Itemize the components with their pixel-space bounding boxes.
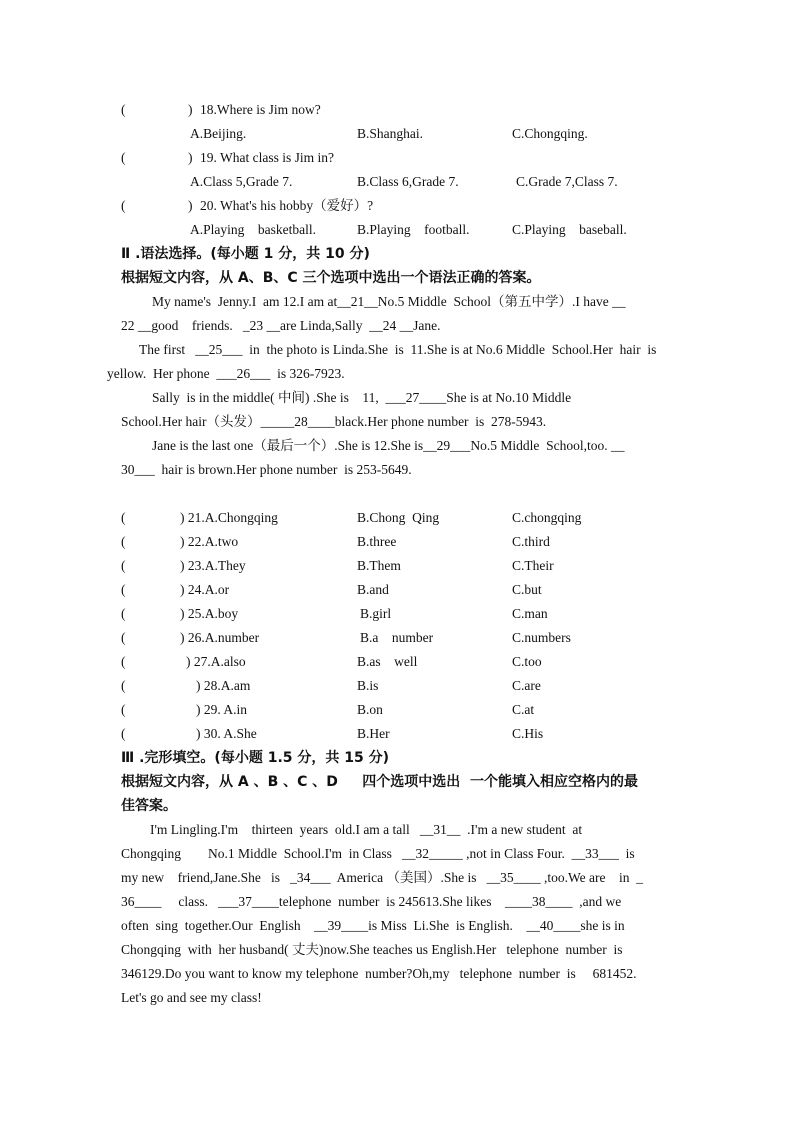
paren-open: ( bbox=[121, 534, 126, 549]
passage-line: Sally is in the middle( 中间) .She is 11, ___27____She is at No.10 Middle bbox=[152, 390, 572, 405]
option-a: 23.A.They bbox=[187, 558, 246, 573]
option-c: C.but bbox=[512, 582, 542, 597]
paren-open: ( bbox=[121, 678, 126, 693]
passage-line: 22 __good friends. _23 __are Linda,Sally __24 __Jane. bbox=[121, 318, 441, 333]
option-c: C.Grade 7,Class 7. bbox=[516, 174, 618, 189]
question-stem: ) 30. A.She bbox=[196, 726, 257, 741]
question-stem: ) 27.A.also bbox=[186, 654, 246, 669]
option-c: C.Playing baseball. bbox=[512, 222, 627, 237]
question-stem: ) 28.A.am bbox=[196, 678, 251, 693]
question-stem: ) 21.A.Chongqing bbox=[180, 510, 278, 525]
passage-line: I'm Lingling.I'm thirteen years old.I am a tall __31__ .I'm a new student at bbox=[150, 822, 583, 837]
paren-open: ( bbox=[121, 510, 126, 525]
option-a: 29. A.in bbox=[203, 702, 248, 717]
question-stem: ) 26.A.number bbox=[180, 630, 260, 645]
passage-line: Let's go and see my class! bbox=[121, 990, 262, 1005]
passage-line: often sing together.Our English __39____is Miss Li.She is English. __40____she is in bbox=[121, 918, 625, 933]
question-stem: 19. What class is Jim in? bbox=[200, 150, 334, 165]
option-a: 21.A.Chongqing bbox=[187, 510, 278, 525]
paren-open: ( bbox=[121, 654, 126, 669]
paren-open: ( bbox=[121, 558, 126, 573]
passage-line: Jane is the last one（最后一个）.She is 12.She is__29___No.5 Middle School,too. __ bbox=[152, 438, 625, 453]
passage-line: 36____ class. ___37____telephone number is 245613.She likes ____38____ ,and we bbox=[121, 894, 622, 909]
section-3-instruction-cont: 佳答案。 bbox=[121, 798, 177, 814]
option-b: B.on bbox=[357, 702, 383, 717]
option-c: C.His bbox=[512, 726, 544, 741]
paren-open: ( bbox=[121, 606, 126, 621]
option-c: C.at bbox=[512, 702, 535, 717]
paren-open: ( bbox=[121, 582, 126, 597]
option-a: A.Playing basketball. bbox=[190, 222, 316, 237]
section-3-title: Ⅲ .完形填空。(每小题 1.5 分，共 15 分) bbox=[121, 750, 390, 766]
passage-line: 346129.Do you want to know my telephone number?Oh,my telephone number is 681452. bbox=[121, 966, 637, 981]
option-b: B.three bbox=[357, 534, 397, 549]
paren-open: ( bbox=[121, 198, 126, 213]
option-a: 26.A.number bbox=[187, 630, 260, 645]
question-stem: 20. What's his hobby（爱好）? bbox=[200, 198, 374, 213]
option-b: B.Them bbox=[357, 558, 401, 573]
option-b: B.as well bbox=[357, 654, 418, 669]
paren-close: ) bbox=[188, 198, 193, 213]
option-b: B.Playing football. bbox=[357, 222, 470, 237]
option-c: C.numbers bbox=[512, 630, 571, 645]
paren-open: ( bbox=[121, 630, 126, 645]
question-stem: 18.Where is Jim now? bbox=[200, 102, 321, 117]
section-3-instruction: 根据短文内容，从 A 、B 、C 、D 四个选项中选出 一个能填入相应空格内的最 bbox=[121, 774, 639, 790]
option-c: C.chongqing bbox=[512, 510, 582, 525]
paren-open: ( bbox=[121, 102, 126, 117]
paren-close: ) bbox=[188, 102, 193, 117]
option-a: A.Beijing. bbox=[190, 126, 247, 141]
option-c: C.man bbox=[512, 606, 548, 621]
option-b: B.Shanghai. bbox=[357, 126, 423, 141]
option-b: B.a number bbox=[360, 630, 434, 645]
option-b: B.Her bbox=[357, 726, 390, 741]
question-stem: ) 23.A.They bbox=[180, 558, 246, 573]
passage-line: The first __25___ in the photo is Linda.She is 11.She is at No.6 Middle School.Her hair is bbox=[139, 342, 657, 357]
option-c: C.are bbox=[512, 678, 541, 693]
paren-open: ( bbox=[121, 702, 126, 717]
option-b: B.Chong Qing bbox=[357, 510, 440, 525]
question-stem: ) 25.A.boy bbox=[180, 606, 239, 621]
option-b: B.girl bbox=[360, 606, 392, 621]
question-stem: ) 22.A.two bbox=[180, 534, 239, 549]
option-a: 24.A.or bbox=[187, 582, 230, 597]
option-c: C.Chongqing. bbox=[512, 126, 588, 141]
option-a: 27.A.also bbox=[193, 654, 246, 669]
passage-line: my new friend,Jane.She is _34___ America （美国）.She is __35____ ,too.We are in _ bbox=[121, 870, 643, 885]
paren-open: ( bbox=[121, 150, 126, 165]
question-stem: ) 29. A.in bbox=[196, 702, 248, 717]
section-2-title: Ⅱ .语法选择。(每小题 1 分，共 10 分) bbox=[121, 246, 370, 262]
section-2-instruction: 根据短文内容，从 A、B、C 三个选项中选出一个语法正确的答案。 bbox=[121, 270, 541, 286]
paren-open: ( bbox=[121, 726, 126, 741]
option-c: C.third bbox=[512, 534, 550, 549]
passage-line: yellow. Her phone ___26___ is 326-7923. bbox=[107, 366, 345, 381]
option-a: 28.A.am bbox=[203, 678, 251, 693]
passage-line: 30___ hair is brown.Her phone number is 253-5649. bbox=[121, 462, 412, 477]
passage-line: Chongqing No.1 Middle School.I'm in Class __32_____ ,not in Class Four. __33___ is bbox=[121, 846, 635, 861]
option-b: B.is bbox=[357, 678, 379, 693]
paren-close: ) bbox=[188, 150, 193, 165]
passage-line: School.Her hair（头发）_____28____black.Her phone number is 278-5943. bbox=[121, 414, 547, 429]
option-a: 25.A.boy bbox=[187, 606, 239, 621]
option-b: B.and bbox=[357, 582, 389, 597]
passage-line: Chongqing with her husband( 丈夫)now.She teaches us English.Her telephone number is bbox=[121, 942, 623, 957]
option-a: 30. A.She bbox=[203, 726, 257, 741]
option-c: C.Their bbox=[512, 558, 554, 573]
option-a: 22.A.two bbox=[187, 534, 239, 549]
question-stem: ) 24.A.or bbox=[180, 582, 230, 597]
option-c: C.too bbox=[512, 654, 542, 669]
option-a: A.Class 5,Grade 7. bbox=[190, 174, 293, 189]
passage-line: My name's Jenny.I am 12.I am at__21__No.5 Middle School（第五中学）.I have __ bbox=[152, 294, 626, 309]
option-b: B.Class 6,Grade 7. bbox=[357, 174, 459, 189]
